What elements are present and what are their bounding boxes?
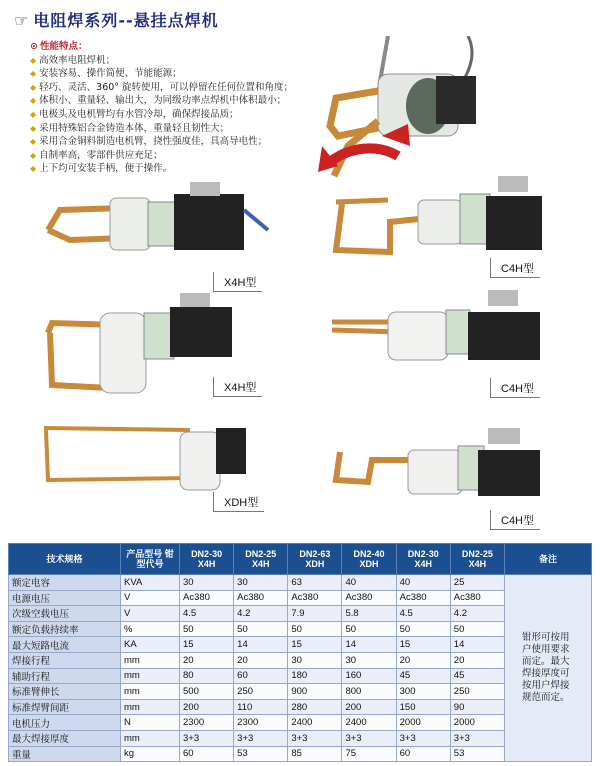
row-param: 次级空载电压 [9, 606, 121, 622]
features-list [30, 40, 360, 176]
header-note: 备注 [505, 544, 592, 575]
row-value: 900 [288, 684, 342, 700]
row-value: Ac380 [450, 590, 504, 606]
row-value: Ac380 [342, 590, 396, 606]
row-value: 2300 [234, 715, 288, 731]
row-value: 3+3 [342, 730, 396, 746]
feature-item: ◆ 体积小、重量轻、输出大，为同级功率点焊机中体积最小； [30, 95, 287, 107]
feature-item: ◆ 高效率电阻焊机； [30, 54, 116, 66]
table-row [9, 606, 592, 622]
row-value: 300 [396, 684, 450, 700]
feature-item: ◆ 轻巧、灵活、360° 旋转使用，可以停留在任何位置和角度； [30, 81, 294, 93]
row-value: 3+3 [234, 730, 288, 746]
table-row [9, 621, 592, 637]
model-label-c4h-1: C4H型 [490, 258, 540, 278]
row-value: 15 [180, 637, 234, 653]
model-label-c4h-3: C4H型 [490, 510, 540, 530]
header-model: DN2-63 XDH [288, 544, 342, 575]
row-value: 14 [234, 637, 288, 653]
table-row [9, 715, 592, 731]
row-param: 电机压力 [9, 715, 121, 731]
row-value: 90 [450, 699, 504, 715]
table-row [9, 730, 592, 746]
spec-table-header [9, 544, 592, 575]
row-value: 40 [396, 575, 450, 591]
row-value: 15 [396, 637, 450, 653]
row-value: 250 [234, 684, 288, 700]
row-value: Ac380 [180, 590, 234, 606]
row-value: 53 [450, 746, 504, 762]
feature-item: ◆ 采用合金铜料制造电机臂，挠性强度佳，具高导电性； [30, 136, 268, 148]
row-value: 80 [180, 668, 234, 684]
row-unit: kg [121, 746, 180, 762]
row-value: 60 [234, 668, 288, 684]
row-value: 200 [180, 699, 234, 715]
row-value: 2400 [288, 715, 342, 731]
row-value: 63 [288, 575, 342, 591]
row-value: 50 [450, 621, 504, 637]
row-value: 3+3 [288, 730, 342, 746]
model-label-x4h-2: X4H型 [213, 377, 262, 397]
row-param: 焊接行程 [9, 652, 121, 668]
row-param: 标准焊臂间距 [9, 699, 121, 715]
row-value: 60 [396, 746, 450, 762]
welder-xdh-image [40, 418, 250, 498]
row-value: 3+3 [396, 730, 450, 746]
model-label-c4h-2: C4H型 [490, 378, 540, 398]
row-value: 4.5 [180, 606, 234, 622]
row-value: 200 [342, 699, 396, 715]
page-title: ☞ 电阻焊系列--悬挂点焊机 [14, 11, 219, 30]
row-value: 14 [450, 637, 504, 653]
header-param: 技术规格 [9, 544, 121, 575]
row-value: 20 [396, 652, 450, 668]
table-row [9, 746, 592, 762]
spec-table [8, 543, 592, 762]
row-value: 85 [288, 746, 342, 762]
row-value: 20 [234, 652, 288, 668]
row-unit: N [121, 715, 180, 731]
hero-welder-image [318, 36, 498, 184]
feature-item: ◆ 采用特殊铝合金铸造本体，重量轻且韧性大； [30, 122, 230, 134]
row-value: Ac380 [396, 590, 450, 606]
welder-c4h-image-2 [328, 288, 553, 368]
row-value: 45 [396, 668, 450, 684]
table-row [9, 668, 592, 684]
row-value: 2000 [396, 715, 450, 731]
row-value: 60 [180, 746, 234, 762]
row-unit: mm [121, 668, 180, 684]
header-model: DN2-30 X4H [180, 544, 234, 575]
row-value: 14 [342, 637, 396, 653]
row-unit: mm [121, 699, 180, 715]
table-row [9, 699, 592, 715]
model-label-x4h-1: X4H型 [213, 272, 262, 292]
row-unit: mm [121, 730, 180, 746]
table-row [9, 575, 592, 591]
row-value: 25 [450, 575, 504, 591]
feature-item: ◆ 安装容易、操作简便、节能能源； [30, 68, 182, 80]
features-heading: ⊙ 性能特点： [30, 41, 88, 52]
table-row [9, 637, 592, 653]
row-unit: mm [121, 684, 180, 700]
row-value: 50 [288, 621, 342, 637]
circle-bullet-icon: ⊙ [30, 41, 38, 52]
row-value: 4.2 [234, 606, 288, 622]
row-value: 15 [288, 637, 342, 653]
table-row [9, 652, 592, 668]
row-param: 最大焊接厚度 [9, 730, 121, 746]
row-unit: % [121, 621, 180, 637]
row-param: 额定负载持续率 [9, 621, 121, 637]
row-param: 重量 [9, 746, 121, 762]
row-param: 电源电压 [9, 590, 121, 606]
row-unit: KA [121, 637, 180, 653]
table-row [9, 684, 592, 700]
table-row [9, 590, 592, 606]
welder-c4h-image-3 [328, 420, 553, 500]
row-param: 额定电容 [9, 575, 121, 591]
row-param: 辅助行程 [9, 668, 121, 684]
row-param: 最大短路电流 [9, 637, 121, 653]
row-value: 7.9 [288, 606, 342, 622]
model-label-xdh: XDH型 [213, 492, 264, 512]
header-model: DN2-25 X4H [450, 544, 504, 575]
row-value: 2000 [450, 715, 504, 731]
notes-cell: 钳形可按用户使用要求而定。最大焊接厚度可按用户焊接规范而定。 [505, 575, 592, 762]
welder-x4h-image-1 [40, 180, 270, 270]
row-value: 50 [180, 621, 234, 637]
row-value: 250 [450, 684, 504, 700]
row-value: 180 [288, 668, 342, 684]
pointing-hand-icon: ☞ [14, 11, 30, 30]
row-value: 3+3 [450, 730, 504, 746]
row-value: 2300 [180, 715, 234, 731]
row-unit: KVA [121, 575, 180, 591]
row-value: 500 [180, 684, 234, 700]
row-value: 50 [396, 621, 450, 637]
row-value: 40 [342, 575, 396, 591]
row-value: 30 [342, 652, 396, 668]
header-code: 产品型号 钳型代号 [121, 544, 180, 575]
row-value: 150 [396, 699, 450, 715]
row-value: 5.8 [342, 606, 396, 622]
row-value: 110 [234, 699, 288, 715]
row-value: 30 [234, 575, 288, 591]
row-value: 280 [288, 699, 342, 715]
row-unit: mm [121, 652, 180, 668]
header-model: DN2-25 X4H [234, 544, 288, 575]
row-value: 30 [288, 652, 342, 668]
row-value: 30 [180, 575, 234, 591]
row-value: 53 [234, 746, 288, 762]
row-value: 3+3 [180, 730, 234, 746]
header-model: DN2-30 X4H [396, 544, 450, 575]
row-value: 20 [450, 652, 504, 668]
row-value: 4.2 [450, 606, 504, 622]
feature-item: ◆ 上下均可安装手柄，便于操作。 [30, 163, 173, 175]
row-value: Ac380 [234, 590, 288, 606]
row-value: Ac380 [288, 590, 342, 606]
welder-c4h-image-1 [328, 172, 553, 262]
row-value: 75 [342, 746, 396, 762]
row-value: 4.5 [396, 606, 450, 622]
row-value: 50 [234, 621, 288, 637]
header-model: DN2-40 XDH [342, 544, 396, 575]
feature-item: ◆ 自制率高，零部件供应充足； [30, 149, 163, 161]
feature-item: ◆ 电极头及电机臂均有水管冷却，确保焊接品质； [30, 108, 239, 120]
row-value: 50 [342, 621, 396, 637]
row-value: 2400 [342, 715, 396, 731]
welder-x4h-image-2 [40, 293, 240, 403]
row-param: 标准臂伸长 [9, 684, 121, 700]
row-value: 160 [342, 668, 396, 684]
row-unit: V [121, 590, 180, 606]
row-unit: V [121, 606, 180, 622]
row-value: 45 [450, 668, 504, 684]
row-value: 800 [342, 684, 396, 700]
row-value: 20 [180, 652, 234, 668]
